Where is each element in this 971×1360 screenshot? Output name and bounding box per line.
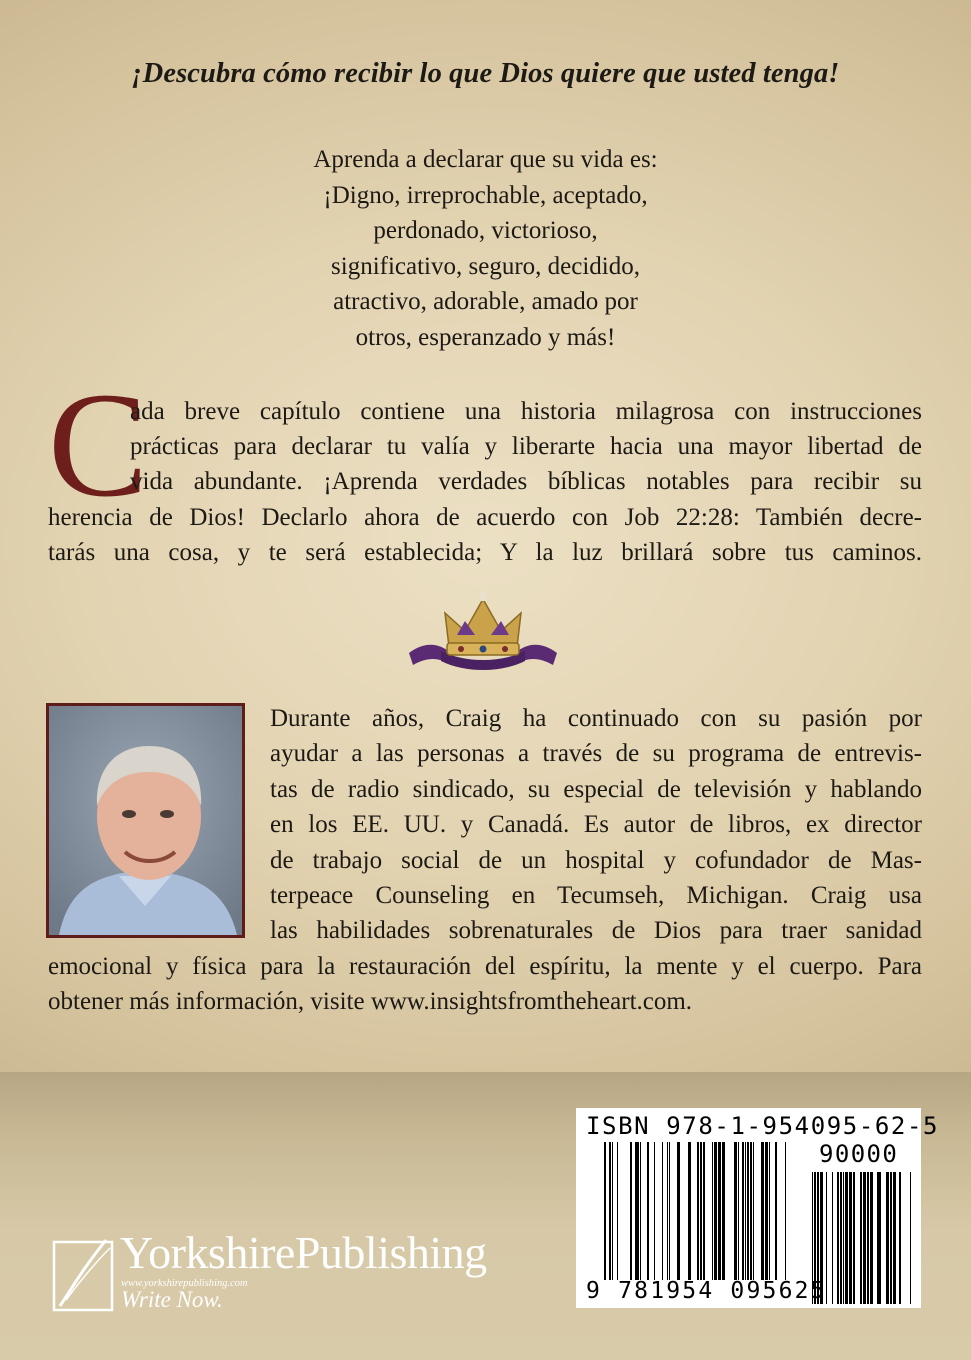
publisher-slogan: Write Now. xyxy=(121,1287,223,1312)
bio-line: en los EE. UU. y Canadá. Es autor de libros, ex director xyxy=(270,811,922,839)
intro-line: ada breve capítulo contiene una historia milagrosa con instrucciones xyxy=(130,398,922,425)
bio-line: emocional y física para la restauración del espíritu, la mente y el cuerpo. Para xyxy=(48,952,922,980)
bio-line: las habilidades sobrenaturales de Dios para traer sanidad xyxy=(270,917,922,945)
bio-line: Durante años, Craig ha continuado con su pasión por xyxy=(270,705,922,732)
publisher-name: YorkshirePublishing xyxy=(120,1227,487,1278)
declaration-line: significativo, seguro, decidido, xyxy=(331,252,640,280)
drop-cap: C xyxy=(48,362,149,528)
headline: ¡Descubra cómo recibir lo que Dios quiere que usted tenga! xyxy=(131,58,840,89)
declaration-line: perdonado, victorioso, xyxy=(373,217,598,244)
declaration-line: Aprenda a declarar que su vida es: xyxy=(313,146,658,173)
declaration-line: atractivo, adorable, amado por xyxy=(333,288,638,315)
declaration-line: ¡Digno, irreprochable, aceptado, xyxy=(323,181,648,209)
publisher-logo-icon xyxy=(52,1236,116,1312)
ean-digits: 9 781954 095625 xyxy=(586,1278,827,1304)
bio-line: terpeace Counseling en Tecumseh, Michigan. Craig usa xyxy=(270,881,922,909)
price-code: 90000 xyxy=(819,1140,899,1168)
bio-line: obtener más información, visite www.insightsfromtheheart.com. xyxy=(48,988,693,1016)
author-bio xyxy=(48,701,922,1020)
bio-line: tas de radio sindicado, su especial de televisión y hablando xyxy=(270,775,922,803)
bio-line: ayudar a las personas a través de su programa de entrevis- xyxy=(270,740,922,768)
intro-line: herencia de Dios! Declarlo ahora de acuerdo con Job 22:28: También decre- xyxy=(48,503,922,531)
intro-paragraph xyxy=(48,394,922,570)
intro-line: vida abundante. ¡Aprenda verdades bíblicas notables para recibir su xyxy=(130,468,922,496)
bio-line: de trabajo social de un hospital y cofundador de Mas- xyxy=(270,846,922,874)
intro-line: prácticas para declarar tu valía y liberarte hacia una mayor libertad de xyxy=(130,433,922,461)
isbn-label: ISBN 978-1-954095-62-5 xyxy=(586,1112,940,1140)
publisher-url: www.yorkshirepublishing.com xyxy=(121,1278,248,1289)
intro-line: tarás una cosa, y te será establecida; Y la luz brillará sobre tus caminos. xyxy=(48,538,922,566)
declaration-block xyxy=(0,142,971,355)
declaration-line: otros, esperanzado y más! xyxy=(355,323,616,351)
crown-ornament-icon xyxy=(405,591,561,679)
